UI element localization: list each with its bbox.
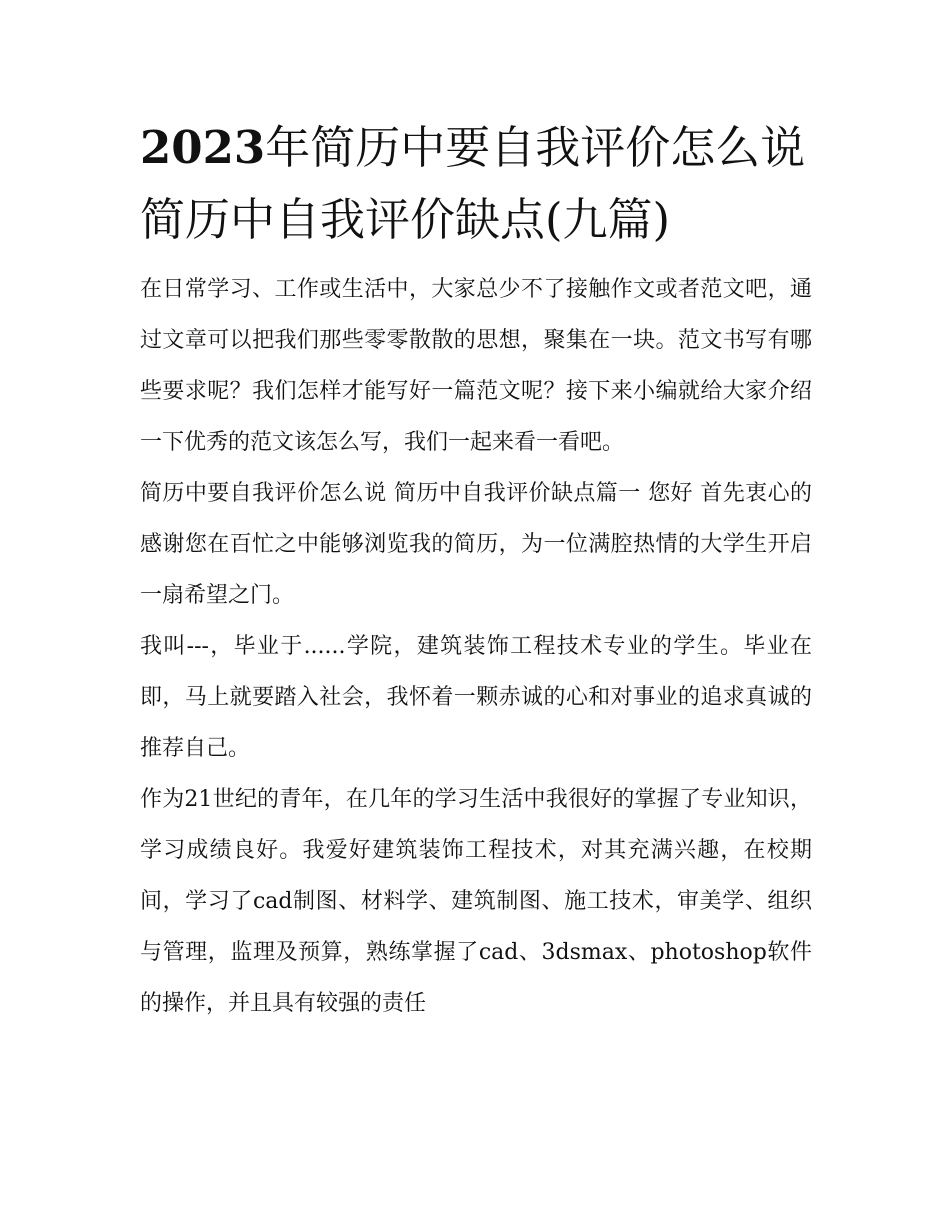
paragraph-greeting: 简历中要自我评价怎么说 简历中自我评价缺点篇一 您好 首先衷心的感谢您在百忙之中能够浏览我的简历，为一位满腔热情的大学生开启一扇希望之门。 [140,481,812,608]
paragraph-skills: 作为21世纪的青年，在几年的学习生活中我很好的掌握了专业知识，学习成绩良好。我爱好建筑装饰工程技术，对其充满兴趣，在校期间，学习了cad制图、材料学、建筑制图、施工技术，审美学、组织与管理，监理及预算，熟练掌握了cad、3dsmax、photoshop软件的操作，并且具有较强的责任 [140,787,812,1016]
document-page [140,112,812,1029]
document-title [140,112,812,256]
title-year: 2023 [140,121,266,174]
paragraph-self-intro: 我叫---，毕业于......学院，建筑装饰工程技术专业的学生。毕业在即，马上就要踏入社会，我怀着一颗赤诚的心和对事业的追求真诚的推荐自己。 [140,634,812,761]
title-text: 年简历中要自我评价怎么说 简历中自我评价缺点(九篇) [140,121,806,246]
paragraph-intro: 在日常学习、工作或生活中，大家总少不了接触作文或者范文吧，通过文章可以把我们那些零零散散的思想，聚集在一块。范文书写有哪些要求呢？我们怎样才能写好一篇范文呢？接下来小编就给大家介绍一下优秀的范文该怎么写，我们一起来看一看吧。 [140,277,812,455]
